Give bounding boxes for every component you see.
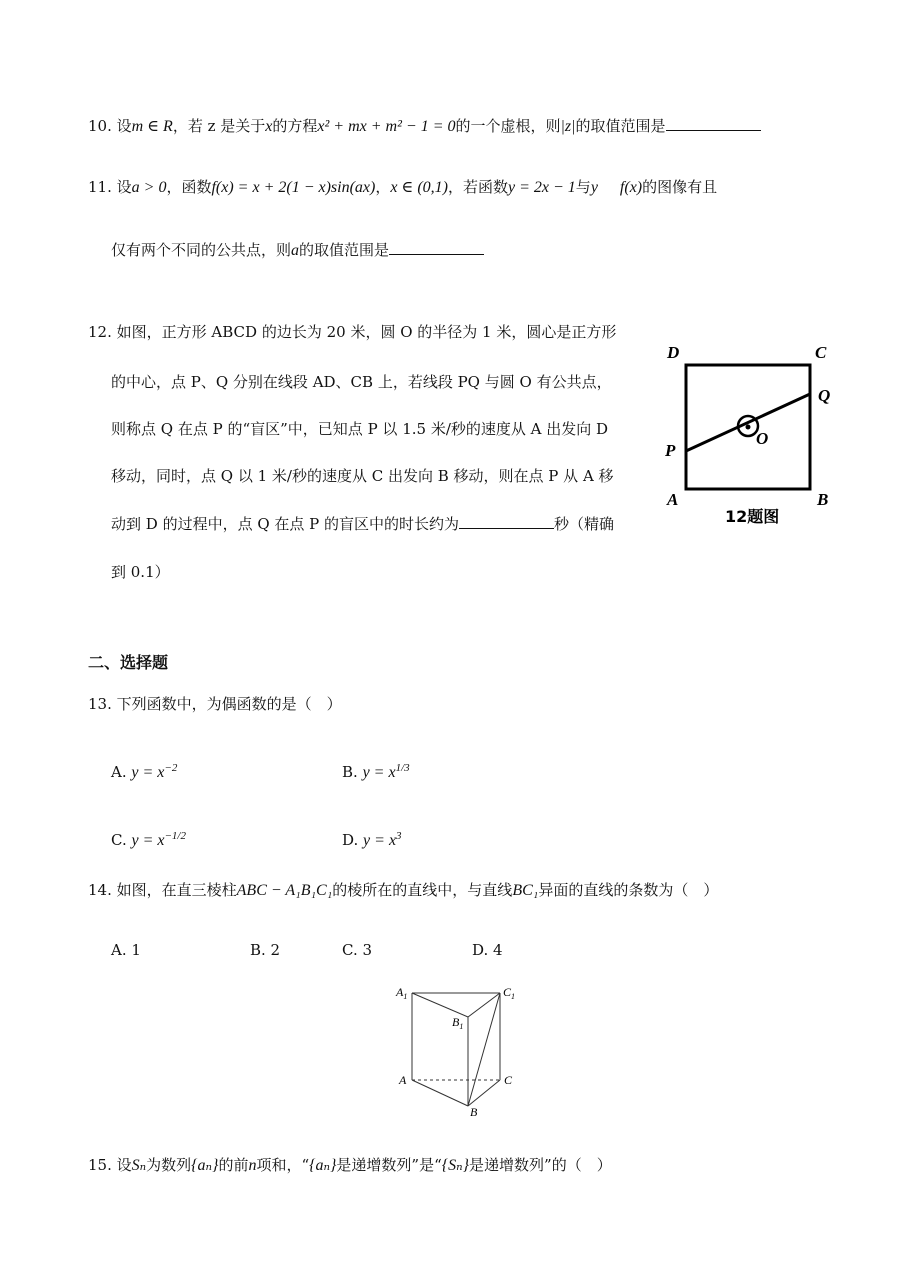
math-expression: a > 0 bbox=[131, 179, 167, 196]
q14-option-d[interactable]: D. 4 bbox=[472, 941, 503, 959]
label-o: O bbox=[756, 429, 769, 448]
label-b: B bbox=[470, 1105, 478, 1119]
question-number: 11. bbox=[88, 178, 112, 196]
math-expression: y bbox=[590, 179, 598, 196]
math-expression: x bbox=[265, 118, 273, 135]
math-expression: Sₙ bbox=[131, 1157, 147, 1174]
label-b1: $B_1$ bbox=[452, 1015, 464, 1031]
label-c: C bbox=[815, 343, 827, 362]
label-c1: $C_1$ bbox=[503, 985, 516, 1001]
math-expression: a bbox=[291, 242, 300, 259]
question-13: 13. 下列函数中，为偶函数的是（ ） bbox=[88, 695, 342, 713]
answer-blank[interactable] bbox=[459, 514, 554, 529]
option-b[interactable]: B. $y = x^{1/3}$ bbox=[342, 762, 410, 781]
math-expression: {aₙ} bbox=[309, 1157, 337, 1174]
label-a1: $A_1$ bbox=[396, 985, 408, 1001]
label-a: A bbox=[667, 490, 679, 509]
math-expression: f(x) bbox=[619, 179, 643, 196]
question-12-line-2: 的中心，点 P、Q 分别在线段 AD、CB 上，若线段 PQ 与圆 O 有公共点， bbox=[111, 373, 612, 391]
section-title: 二、选择题 bbox=[88, 653, 169, 672]
math-expression: x² + mx + m² − 1 = 0 bbox=[317, 118, 456, 135]
question-10: 10. 设m ∈ R，若 z 是关于x的方程x² + mx + m² − 1 = 0的一个虚根，则|z|的取值范围是 bbox=[88, 116, 761, 137]
math-expression: ABC − A₁B₁C₁ bbox=[236, 882, 333, 899]
question-number: 13. bbox=[88, 695, 112, 713]
question-number: 15. bbox=[88, 1156, 112, 1174]
label-b: B bbox=[817, 490, 829, 509]
q14-option-b[interactable]: B. 2 bbox=[250, 941, 281, 959]
math-expression: x ∈ (0,1) bbox=[390, 179, 448, 196]
question-number: 14. bbox=[88, 881, 112, 899]
q14-option-c[interactable]: C. 3 bbox=[342, 941, 373, 959]
question-12-line-4: 移动，同时，点 Q 以 1 米/秒的速度从 C 出发向 B 移动，则在点 P 从 A 移 bbox=[111, 467, 614, 485]
option-d[interactable]: D. $y = x^3$ bbox=[342, 830, 402, 849]
question-12-line-5: 动到 D 的过程中，点 Q 在点 P 的盲区中的时长约为 秒（精确 bbox=[111, 515, 615, 533]
math-expression: BC₁ bbox=[512, 882, 539, 899]
math-expression: {aₙ} bbox=[191, 1157, 219, 1174]
label-c: C bbox=[504, 1073, 513, 1087]
math-expression: {Sₙ} bbox=[441, 1157, 470, 1174]
label-a: A bbox=[399, 1073, 407, 1087]
figure-14-prism bbox=[390, 980, 530, 1120]
question-12-line-1: 12. 如图，正方形 ABCD 的边长为 20 米，圆 O 的半径为 1 米，圆心是正方形 bbox=[88, 323, 617, 341]
label-d: D bbox=[667, 343, 680, 362]
q14-option-a[interactable]: A. 1 bbox=[111, 941, 141, 959]
figure-caption: 12题图 bbox=[725, 507, 780, 526]
answer-blank[interactable] bbox=[666, 116, 761, 131]
label-p: P bbox=[665, 441, 676, 460]
segment-pq bbox=[686, 394, 810, 451]
question-12-line-3: 则称点 Q 在点 P 的“盲区”中，已知点 P 以 1.5 米/秒的速度从 A 出发向 D bbox=[111, 420, 609, 438]
question-11-line-2: 仅有两个不同的公共点，则a的取值范围是 bbox=[111, 240, 484, 261]
question-15: 15. 设Sₙ为数列{aₙ}的前n项和，“{aₙ}是递增数列”是“{Sₙ}是递增数列”的（ ） bbox=[88, 1156, 612, 1174]
math-expression: m ∈ R bbox=[131, 118, 173, 135]
option-c[interactable]: C. $y = x^{-1/2}$ bbox=[111, 830, 186, 849]
question-11: 11. 设a > 0，函数f(x) = x + 2(1 − x)sin(ax)，x ∈ (0,1)，若函数y = 2x − 1与y f(x)的图像有且 bbox=[88, 178, 718, 196]
math-expression: |z| bbox=[560, 118, 576, 135]
label-q: Q bbox=[818, 386, 831, 405]
figure-12-square bbox=[655, 338, 840, 533]
question-12-line-6: 到 0.1） bbox=[111, 563, 170, 581]
math-expression: n bbox=[248, 1157, 257, 1174]
answer-blank[interactable] bbox=[389, 240, 484, 255]
math-expression: y = 2x − 1 bbox=[508, 179, 576, 196]
math-expression: f(x) = x + 2(1 − x)sin(ax) bbox=[211, 179, 376, 196]
question-number: 12. bbox=[88, 323, 112, 341]
option-a[interactable]: A. $y = x^{-2}$ bbox=[111, 762, 178, 781]
center-o bbox=[746, 425, 751, 430]
question-number: 10. bbox=[88, 117, 112, 135]
question-14: 14. 如图，在直三棱柱ABC − A₁B₁C₁的棱所在的直线中，与直线BC₁异面的直线的条数为（ ） bbox=[88, 881, 719, 899]
